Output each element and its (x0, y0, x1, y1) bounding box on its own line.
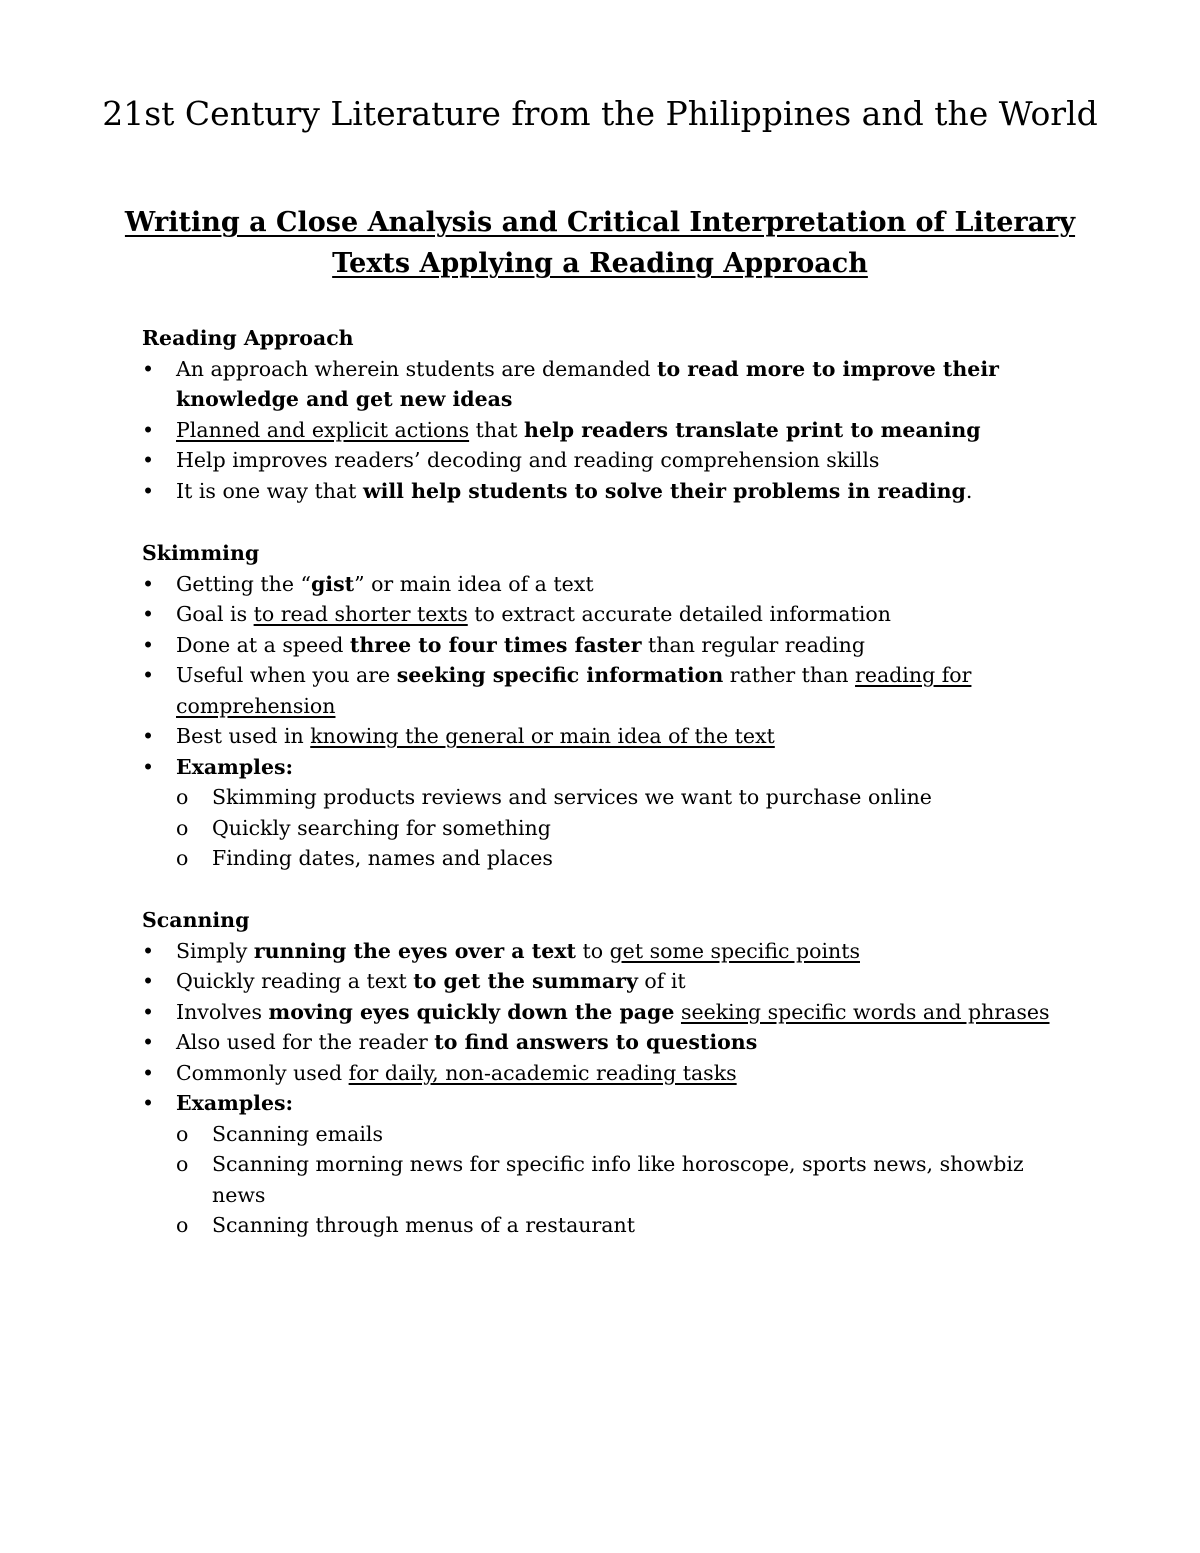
bullet-list (142, 354, 1072, 507)
text-run: . (965, 478, 973, 503)
list-item (142, 660, 1072, 721)
text-run: Simply (176, 938, 254, 963)
list-item (142, 415, 1072, 446)
bold-text: gist (310, 571, 355, 596)
text-run: Commonly used (176, 1060, 349, 1085)
bullet-list (142, 569, 1072, 874)
document-subtitle: Writing a Close Analysis and Critical Interpretation of Literary Texts Applying a Reading Approach (124, 207, 1076, 279)
sub-list (176, 1119, 1072, 1241)
list-item (142, 1088, 1072, 1241)
sub-list (176, 782, 1072, 874)
underlined-text: reading for comprehension (176, 663, 972, 718)
bullet-list (142, 936, 1072, 1241)
document-title: 21st Century Literature from the Philippines and the World (102, 94, 1098, 134)
list-item (142, 354, 1072, 415)
text-run: Goal is (176, 602, 254, 626)
text-run: Help improves readers’ decoding and reading comprehension skills (176, 448, 880, 472)
list-item (142, 630, 1072, 661)
reading-approach-section (142, 323, 1072, 506)
list-item (142, 752, 1072, 874)
text-run: An approach wherein students are demanded (176, 356, 658, 381)
list-item (142, 599, 1072, 630)
text-run: Also used for the reader (176, 1030, 435, 1054)
list-item (142, 445, 1072, 476)
underlined-text: knowing the general or main idea of the text (310, 724, 775, 748)
text-run: that (469, 417, 525, 442)
text-run: Done at a speed (176, 632, 350, 657)
section-heading: Reading Approach (142, 326, 354, 350)
text-run: Involves (176, 999, 269, 1024)
list-item (142, 569, 1072, 600)
text-run: of it (637, 969, 686, 993)
sub-list-item: o Scanning through menus of a restaurant (176, 1210, 1072, 1241)
underlined-text: to read shorter texts (253, 602, 468, 626)
text-run: than regular reading (641, 632, 865, 657)
bold-text: seeking specific information (396, 663, 724, 687)
underlined-text: Planned and explicit actions (176, 417, 470, 442)
section-heading: Scanning (142, 908, 250, 932)
bold-text: to get the summary (413, 969, 638, 993)
list-item (142, 476, 1072, 507)
list-item (142, 997, 1072, 1028)
text-run: Quickly reading a text (176, 969, 414, 993)
text-run: Useful when you are (176, 663, 397, 687)
bold-text: Examples: (176, 754, 294, 779)
bold-text: to find answers to questions (434, 1030, 758, 1054)
underlined-text: for daily, non-academic reading tasks (348, 1060, 737, 1085)
text-run: ” or main idea of a text (354, 571, 594, 596)
list-item (142, 936, 1072, 967)
bold-text: help readers translate print to meaning (524, 417, 981, 442)
sub-list-item: o Scanning emails (176, 1119, 1072, 1150)
underlined-text: seeking specific words and phrases (680, 999, 1050, 1024)
text-run: to extract accurate detailed information (467, 602, 891, 626)
text-run: It is one way that (176, 478, 363, 503)
skimming-section (142, 538, 1072, 874)
bold-text: will help students to solve their problems in reading (362, 478, 966, 503)
text-run: Getting the “ (176, 571, 311, 596)
bold-text: three to four times faster (349, 632, 642, 657)
text-run: Best used in (176, 724, 311, 748)
list-item (142, 721, 1072, 752)
list-item (142, 1027, 1072, 1058)
sub-list-item: o Scanning morning news for specific info like horoscope, sports news, showbiz news (176, 1149, 1072, 1210)
bold-text: to read more to improve their knowledge and get new ideas (176, 356, 999, 411)
underlined-text: get some specific points (609, 938, 860, 963)
bold-text: Examples: (176, 1091, 294, 1115)
section-heading: Skimming (142, 541, 260, 565)
text-run: to (575, 938, 610, 963)
text-run: rather than (723, 663, 856, 687)
sub-list-item: o Skimming products reviews and services we want to purchase online (176, 782, 1072, 813)
bold-text: moving eyes quickly down the page (268, 999, 675, 1024)
sub-list-item: o Finding dates, names and places (176, 843, 1072, 874)
sub-list-item: o Quickly searching for something (176, 813, 1072, 844)
list-item (142, 1058, 1072, 1089)
list-item (142, 966, 1072, 997)
bold-text: running the eyes over a text (253, 938, 576, 963)
scanning-section (142, 905, 1072, 1241)
